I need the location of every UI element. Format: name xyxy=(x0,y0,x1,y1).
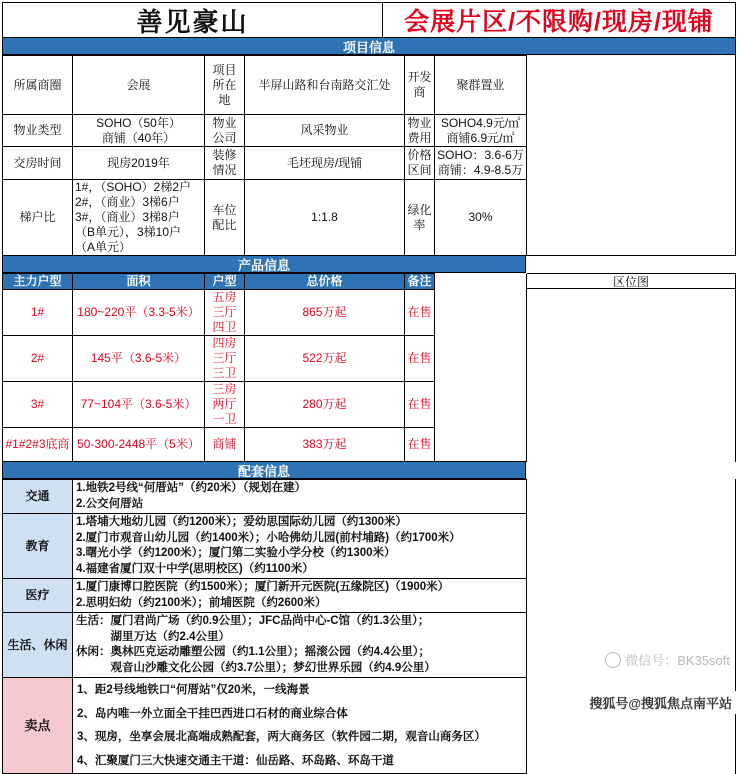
medical-label: 医疗 xyxy=(3,579,73,613)
price-label: 价格区间 xyxy=(405,147,435,180)
watermark-text: 微信号：BK35soft xyxy=(625,653,730,668)
education-line: 3.曙光小学（约1200米）；厦门第二实验小学分校（约1300米） xyxy=(76,547,396,560)
ratio-line: 1#，（SOHO）2梯2户 xyxy=(75,180,192,194)
product-layout: 商铺 xyxy=(205,428,245,462)
delivery-label: 交房时间 xyxy=(3,147,73,180)
product-area: 77~104平（3.6-5米） xyxy=(73,382,205,428)
pm-fee-value-1: SOHO4.9元/㎡ xyxy=(440,115,521,130)
ratio-line: （B单元），3梯10户 xyxy=(75,225,182,239)
decoration-value: 毛坯现房/现铺 xyxy=(245,147,405,180)
product-note: 在售 xyxy=(405,428,435,462)
price-value-1: SOHO：3.6-6万 xyxy=(437,148,524,162)
pm-fee-value xyxy=(435,115,527,147)
decoration-label: 装修情况 xyxy=(205,147,245,180)
life-text xyxy=(73,613,527,678)
project-tagline: 会展片区/不限购/现房/现铺 xyxy=(404,8,714,36)
product-row xyxy=(3,336,527,382)
ratio-line: （A单元） xyxy=(75,240,132,254)
ratio-value xyxy=(73,180,205,256)
selling-point: 3、现房，坐享会展北高端成熟配套，两大商务区（软件园二期，观音山商务区） xyxy=(77,731,486,744)
price-value xyxy=(435,147,527,180)
district-value: 会展 xyxy=(73,56,205,115)
location-map-area xyxy=(527,289,735,462)
pm-company-label: 物业公司 xyxy=(205,115,245,147)
product-table xyxy=(2,273,527,462)
education-label: 教育 xyxy=(3,514,73,579)
product-note: 在售 xyxy=(405,336,435,382)
header-layout: 户型 xyxy=(205,274,245,290)
product-name: 2# xyxy=(3,336,73,382)
product-spacer xyxy=(435,428,527,462)
product-spacer xyxy=(435,290,527,336)
header-price: 总价格 xyxy=(245,274,405,290)
type-value xyxy=(73,115,205,147)
amenities-side-blank xyxy=(527,479,736,774)
delivery-value: 现房2019年 xyxy=(73,147,205,180)
product-layout: 四房三厅三卫 xyxy=(205,336,245,382)
header-note: 备注 xyxy=(405,274,435,290)
green-value: 30% xyxy=(435,180,527,256)
pm-fee-value-2: 商铺6.9元/㎡ xyxy=(446,130,515,145)
traffic-text xyxy=(73,480,527,514)
info-row-district xyxy=(3,56,527,115)
life-label: 生活、休闲 xyxy=(3,613,73,678)
header-spacer xyxy=(435,274,527,290)
selling-points-label: 卖点 xyxy=(3,678,73,774)
selling-point: 1、距2号线地铁口“何厝站”仅20米，一线海景 xyxy=(77,684,310,697)
source-label: 搜狐号@搜狐焦点南平站 xyxy=(583,691,738,714)
life-line: 休闲：奥林匹克运动雕塑公园（约1.1公里）；摇滚公园（约4.4公里）； xyxy=(76,646,430,659)
amenities-block xyxy=(2,479,736,774)
amenity-row-traffic xyxy=(3,480,527,514)
product-price: 522万起 xyxy=(245,336,405,382)
amenity-row-life xyxy=(3,613,527,678)
product-row xyxy=(3,428,527,462)
education-text xyxy=(73,514,527,579)
location-value: 半屏山路和台南路交汇处 xyxy=(245,56,405,115)
product-row xyxy=(3,382,527,428)
product-area: 50-300-2448平（5米） xyxy=(73,428,205,462)
education-line: 2.厦门市观音山幼儿园（约1400米）；小哈佛幼儿园(前村埔路)（约1700米） xyxy=(76,531,461,544)
medical-text xyxy=(73,579,527,613)
section-product-info: 产品信息 xyxy=(2,256,526,273)
product-row xyxy=(3,290,527,336)
ratio-line: 3#，（商业）3梯8户 xyxy=(75,210,180,224)
info-row-ratio xyxy=(3,180,527,256)
location-label: 项目所在地 xyxy=(205,56,245,115)
location-map-panel xyxy=(527,273,736,462)
selling-point: 4、汇聚厦门三大快速交通主干道：仙岳路、环岛路、环岛干道 xyxy=(77,754,394,767)
product-name: 3# xyxy=(3,382,73,428)
wechat-logo-icon xyxy=(605,652,621,668)
wechat-watermark xyxy=(605,650,730,669)
pm-company-value: 风采物业 xyxy=(245,115,405,147)
product-spacer xyxy=(435,336,527,382)
product-area: 145平（3.6-5米） xyxy=(73,336,205,382)
header-area: 面积 xyxy=(73,274,205,290)
price-value-2: 商铺：4.9-8.5万 xyxy=(437,163,524,177)
traffic-line: 2.公交何厝站 xyxy=(76,497,144,510)
product-price: 383万起 xyxy=(245,428,405,462)
info-side-blank xyxy=(527,55,736,256)
section-project-info: 项目信息 xyxy=(2,38,736,55)
info-row-type xyxy=(3,115,527,147)
product-name: #1#2#3底商 xyxy=(3,428,73,462)
title-row xyxy=(2,2,736,38)
education-line: 1.塔埔大地幼儿园（约1200米）；爱幼思国际幼儿园（约1300米） xyxy=(76,516,408,529)
type-label: 物业类型 xyxy=(3,115,73,147)
product-note: 在售 xyxy=(405,290,435,336)
amenities-table xyxy=(2,479,527,774)
amenity-row-education xyxy=(3,514,527,579)
section-amenities: 配套信息 xyxy=(2,462,526,479)
project-info-block xyxy=(2,55,736,256)
product-layout: 五房三厅四卫 xyxy=(205,290,245,336)
amenity-row-medical xyxy=(3,579,527,613)
life-line: 生活：厦门君尚广场（约0.9公里）；JFC品尚中心-C馆（约1.3公里）； xyxy=(76,615,430,628)
green-label: 绿化率 xyxy=(405,180,435,256)
pm-fee-label: 物业费用 xyxy=(405,115,435,147)
header-unit: 主力户型 xyxy=(3,274,73,290)
traffic-label: 交通 xyxy=(3,480,73,514)
medical-line: 2.思明妇幼（约2100米）；前埔医院（约2600米） xyxy=(76,596,327,609)
product-block xyxy=(2,273,736,462)
ratio-label: 梯户比 xyxy=(3,180,73,256)
product-header-row xyxy=(3,274,527,290)
type-value-2: 商铺（40年） xyxy=(101,130,176,145)
selling-point: 2、岛内唯一外立面全干挂巴西进口石材的商业综合体 xyxy=(77,707,348,720)
project-title: 善见豪山 xyxy=(3,3,383,37)
parking-value: 1:1.8 xyxy=(245,180,405,256)
product-note: 在售 xyxy=(405,382,435,428)
parking-label: 车位配比 xyxy=(205,180,245,256)
project-info-table xyxy=(2,55,527,256)
product-area: 180~220平（3.3-5米） xyxy=(73,290,205,336)
education-line: 4.福建省厦门双十中学(思明校区)（约1100米） xyxy=(76,562,314,575)
info-row-delivery xyxy=(3,147,527,180)
product-spacer xyxy=(435,382,527,428)
traffic-line: 1.地铁2号线“何厝站”（约20米）（规划在建） xyxy=(76,482,307,494)
product-name: 1# xyxy=(3,290,73,336)
life-line: 湖里万达（约2.4公里） xyxy=(76,630,230,643)
developer-label: 开发商 xyxy=(405,56,435,115)
medical-line: 1.厦门康博口腔医院（约1500米）；厦门新开元医院(五缘院区)（1900米） xyxy=(76,581,450,594)
amenity-row-selling-points xyxy=(3,678,527,774)
product-layout: 三房两厅一卫 xyxy=(205,382,245,428)
type-value-1: SOHO（50年） xyxy=(96,115,181,130)
ratio-line: 2#，（商业）3梯6户 xyxy=(75,195,180,209)
location-map-label: 区位图 xyxy=(527,273,735,289)
developer-value: 聚群置业 xyxy=(435,56,527,115)
product-price: 280万起 xyxy=(245,382,405,428)
life-line: 观音山沙雕文化公园（约3.7公里）；梦幻世界乐园（约4.9公里） xyxy=(76,661,436,674)
product-price: 865万起 xyxy=(245,290,405,336)
district-label: 所属商圈 xyxy=(3,56,73,115)
selling-points-text xyxy=(73,678,527,774)
